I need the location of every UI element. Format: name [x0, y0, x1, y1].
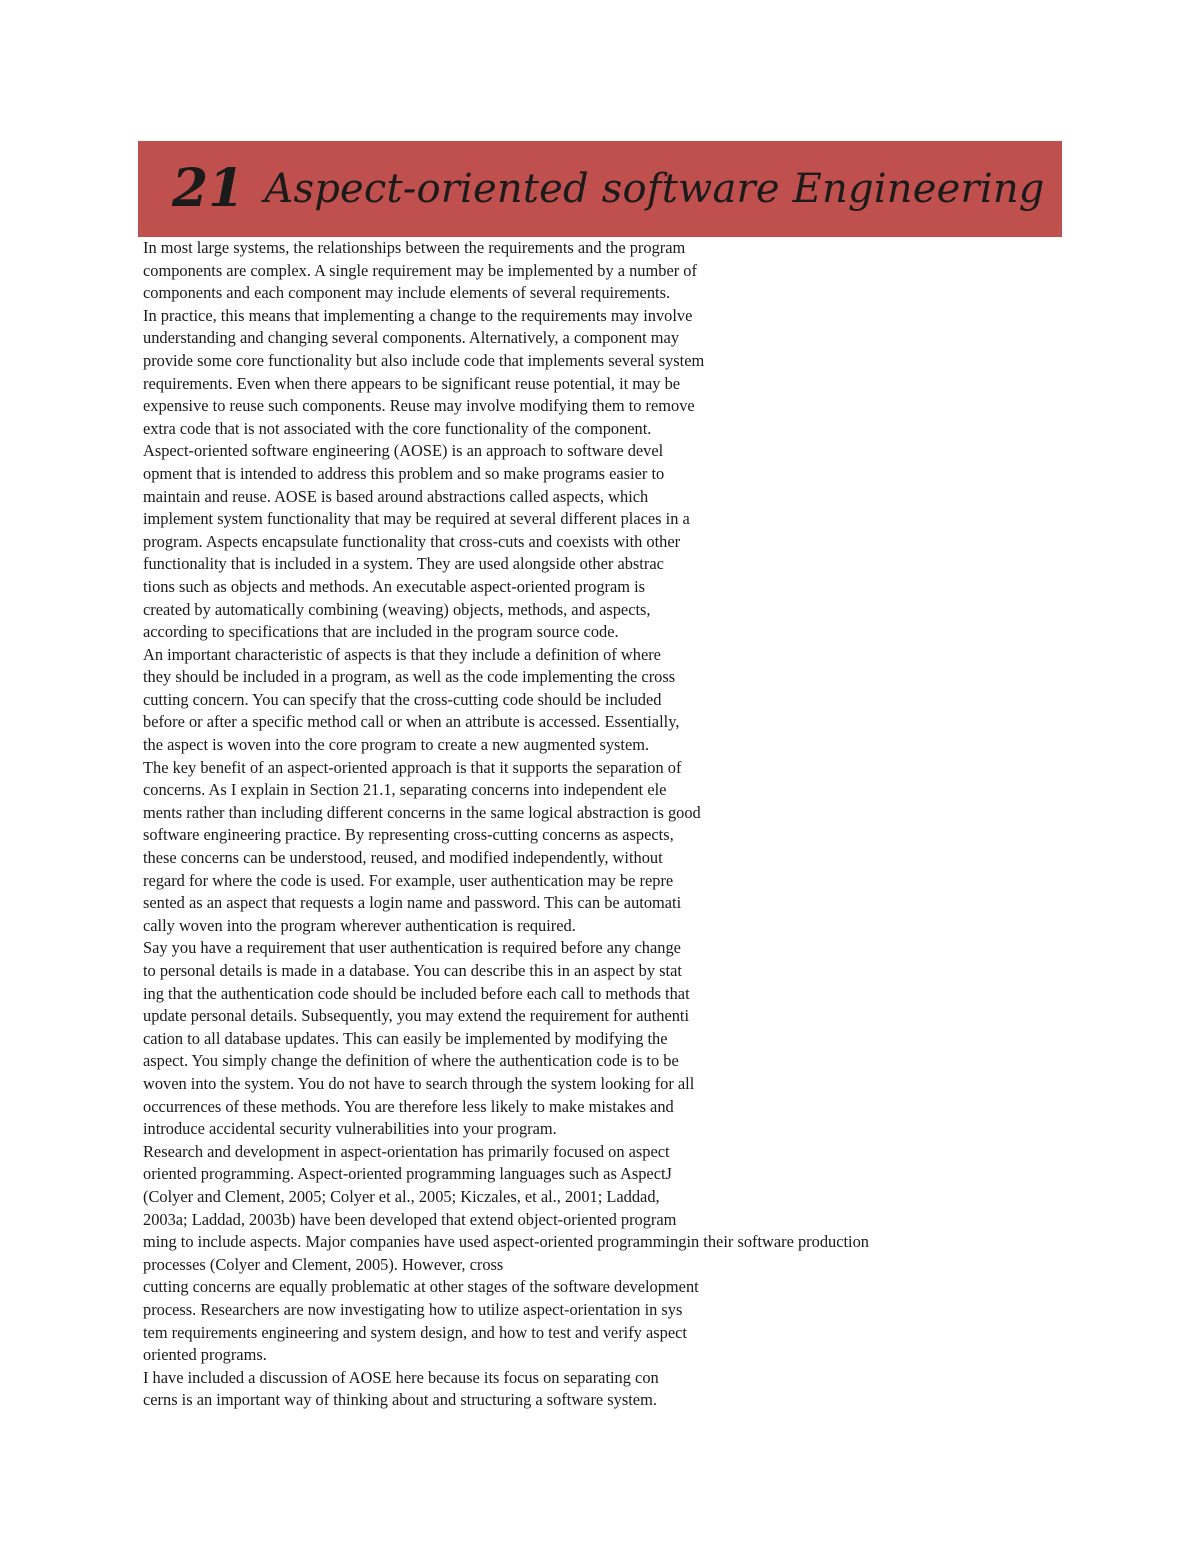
body-line: In practice, this means that implementing a change to the requirements may involve — [143, 305, 693, 325]
body-line: requirements. Even when there appears to be significant reuse potential, it may be — [143, 373, 681, 393]
body-line: program. Aspects encapsulate functionality that cross-cuts and coexists with other — [143, 531, 681, 551]
body-line: The key benefit of an aspect-oriented approach is that it supports the separation of — [143, 757, 682, 777]
body-line: concerns. As I explain in Section 21.1, separating concerns into independent ele — [143, 780, 667, 800]
body-line: provide some core functionality but also include code that implements several system — [143, 350, 705, 370]
body-line: (Colyer and Clement, 2005; Colyer et al., 2005; Kiczales, et al., 2001; Laddad, — [143, 1186, 660, 1206]
body-line: software engineering practice. By representing cross-cutting concerns as aspects, — [143, 825, 674, 845]
body-line: cutting concern. You can specify that the cross-cutting code should be included — [143, 689, 662, 709]
body-line: regard for where the code is used. For example, user authentication may be repre — [143, 870, 674, 890]
body-text — [143, 237, 1043, 1412]
body-line: occurrences of these methods. You are therefore less likely to make mistakes and — [143, 1096, 674, 1116]
body-line: process. Researchers are now investigating how to utilize aspect-orientation in sys — [143, 1299, 683, 1319]
body-line: cerns is an important way of thinking about and structuring a software system. — [143, 1390, 657, 1410]
body-line: cation to all database updates. This can easily be implemented by modifying the — [143, 1028, 668, 1048]
body-line: An important characteristic of aspects is that they include a definition of where — [143, 644, 661, 664]
body-line: oriented programming. Aspect-oriented programming languages such as AspectJ — [143, 1164, 672, 1184]
body-line: extra code that is not associated with the core functionality of the component. — [143, 418, 652, 438]
body-line: to personal details is made in a database. You can describe this in an aspect by stat — [143, 961, 682, 980]
body-line: according to specifications that are included in the program source code. — [143, 622, 619, 642]
body-line: components and each component may include elements of several requirements. — [143, 283, 671, 303]
body-line: they should be included in a program, as well as the code implementing the cross — [143, 667, 676, 687]
body-line: 2003a; Laddad, 2003b) have been developed that extend object-oriented program — [143, 1209, 677, 1229]
body-line: Aspect-oriented software engineering (AOSE) is an approach to software devel — [143, 441, 664, 461]
body-line: before or after a specific method call or when an attribute is accessed. Essentially, — [143, 712, 680, 732]
body-line: Research and development in aspect-orientation has primarily focused on aspect — [143, 1141, 670, 1161]
body-line: tions such as objects and methods. An executable aspect-oriented program is — [143, 576, 646, 596]
body-line: aspect. You simply change the definition of where the authentication code is to be — [143, 1051, 679, 1071]
body-line: sented as an aspect that requests a login name and password. This can be automati — [143, 893, 682, 913]
body-line: introduce accidental security vulnerabilities into your program. — [143, 1119, 557, 1139]
body-line: oriented programs. — [143, 1345, 267, 1365]
body-line: ments rather than including different concerns in the same logical abstraction is good — [143, 802, 701, 822]
body-line: opment that is intended to address this problem and so make programs easier to — [143, 463, 665, 483]
chapter-title: Aspect-oriented software Engineering — [264, 166, 1045, 212]
body-line: tem requirements engineering and system design, and how to test and verify aspect — [143, 1322, 687, 1342]
body-line: In most large systems, the relationships between the requirements and the program — [143, 238, 686, 257]
body-line: update personal details. Subsequently, you may extend the requirement for authenti — [143, 1006, 690, 1026]
body-line: components are complex. A single requirement may be implemented by a number of — [143, 260, 697, 280]
body-line: cutting concerns are equally problematic at other stages of the software development — [143, 1277, 699, 1297]
body-line: processes (Colyer and Clement, 2005). However, cross — [143, 1254, 504, 1274]
body-line: functionality that is included in a system. They are used alongside other abstrac — [143, 554, 664, 574]
body-line: expensive to reuse such components. Reuse may involve modifying them to remove — [143, 396, 695, 416]
body-line: created by automatically combining (weaving) objects, methods, and aspects, — [143, 599, 651, 619]
body-line: woven into the system. You do not have to search through the system looking for all — [143, 1073, 695, 1093]
body-line: ing that the authentication code should be included before each call to methods that — [143, 983, 690, 1003]
chapter-number: 21 — [172, 158, 245, 219]
body-line: ming to include aspects. Major companies have used aspect-oriented programmingin their software production — [143, 1232, 869, 1252]
chapter-header-banner — [138, 141, 1062, 237]
body-line: these concerns can be understood, reused, and modified independently, without — [143, 848, 663, 868]
body-line: I have included a discussion of AOSE here because its focus on separating con — [143, 1367, 659, 1387]
body-line: Say you have a requirement that user authentication is required before any change — [143, 938, 681, 958]
body-line: the aspect is woven into the core program to create a new augmented system. — [143, 735, 650, 755]
body-line: implement system functionality that may be required at several different places in a — [143, 509, 690, 529]
body-line: cally woven into the program wherever authentication is required. — [143, 915, 576, 935]
body-line: maintain and reuse. AOSE is based around abstractions called aspects, which — [143, 486, 649, 506]
body-line: understanding and changing several components. Alternatively, a component may — [143, 328, 680, 348]
